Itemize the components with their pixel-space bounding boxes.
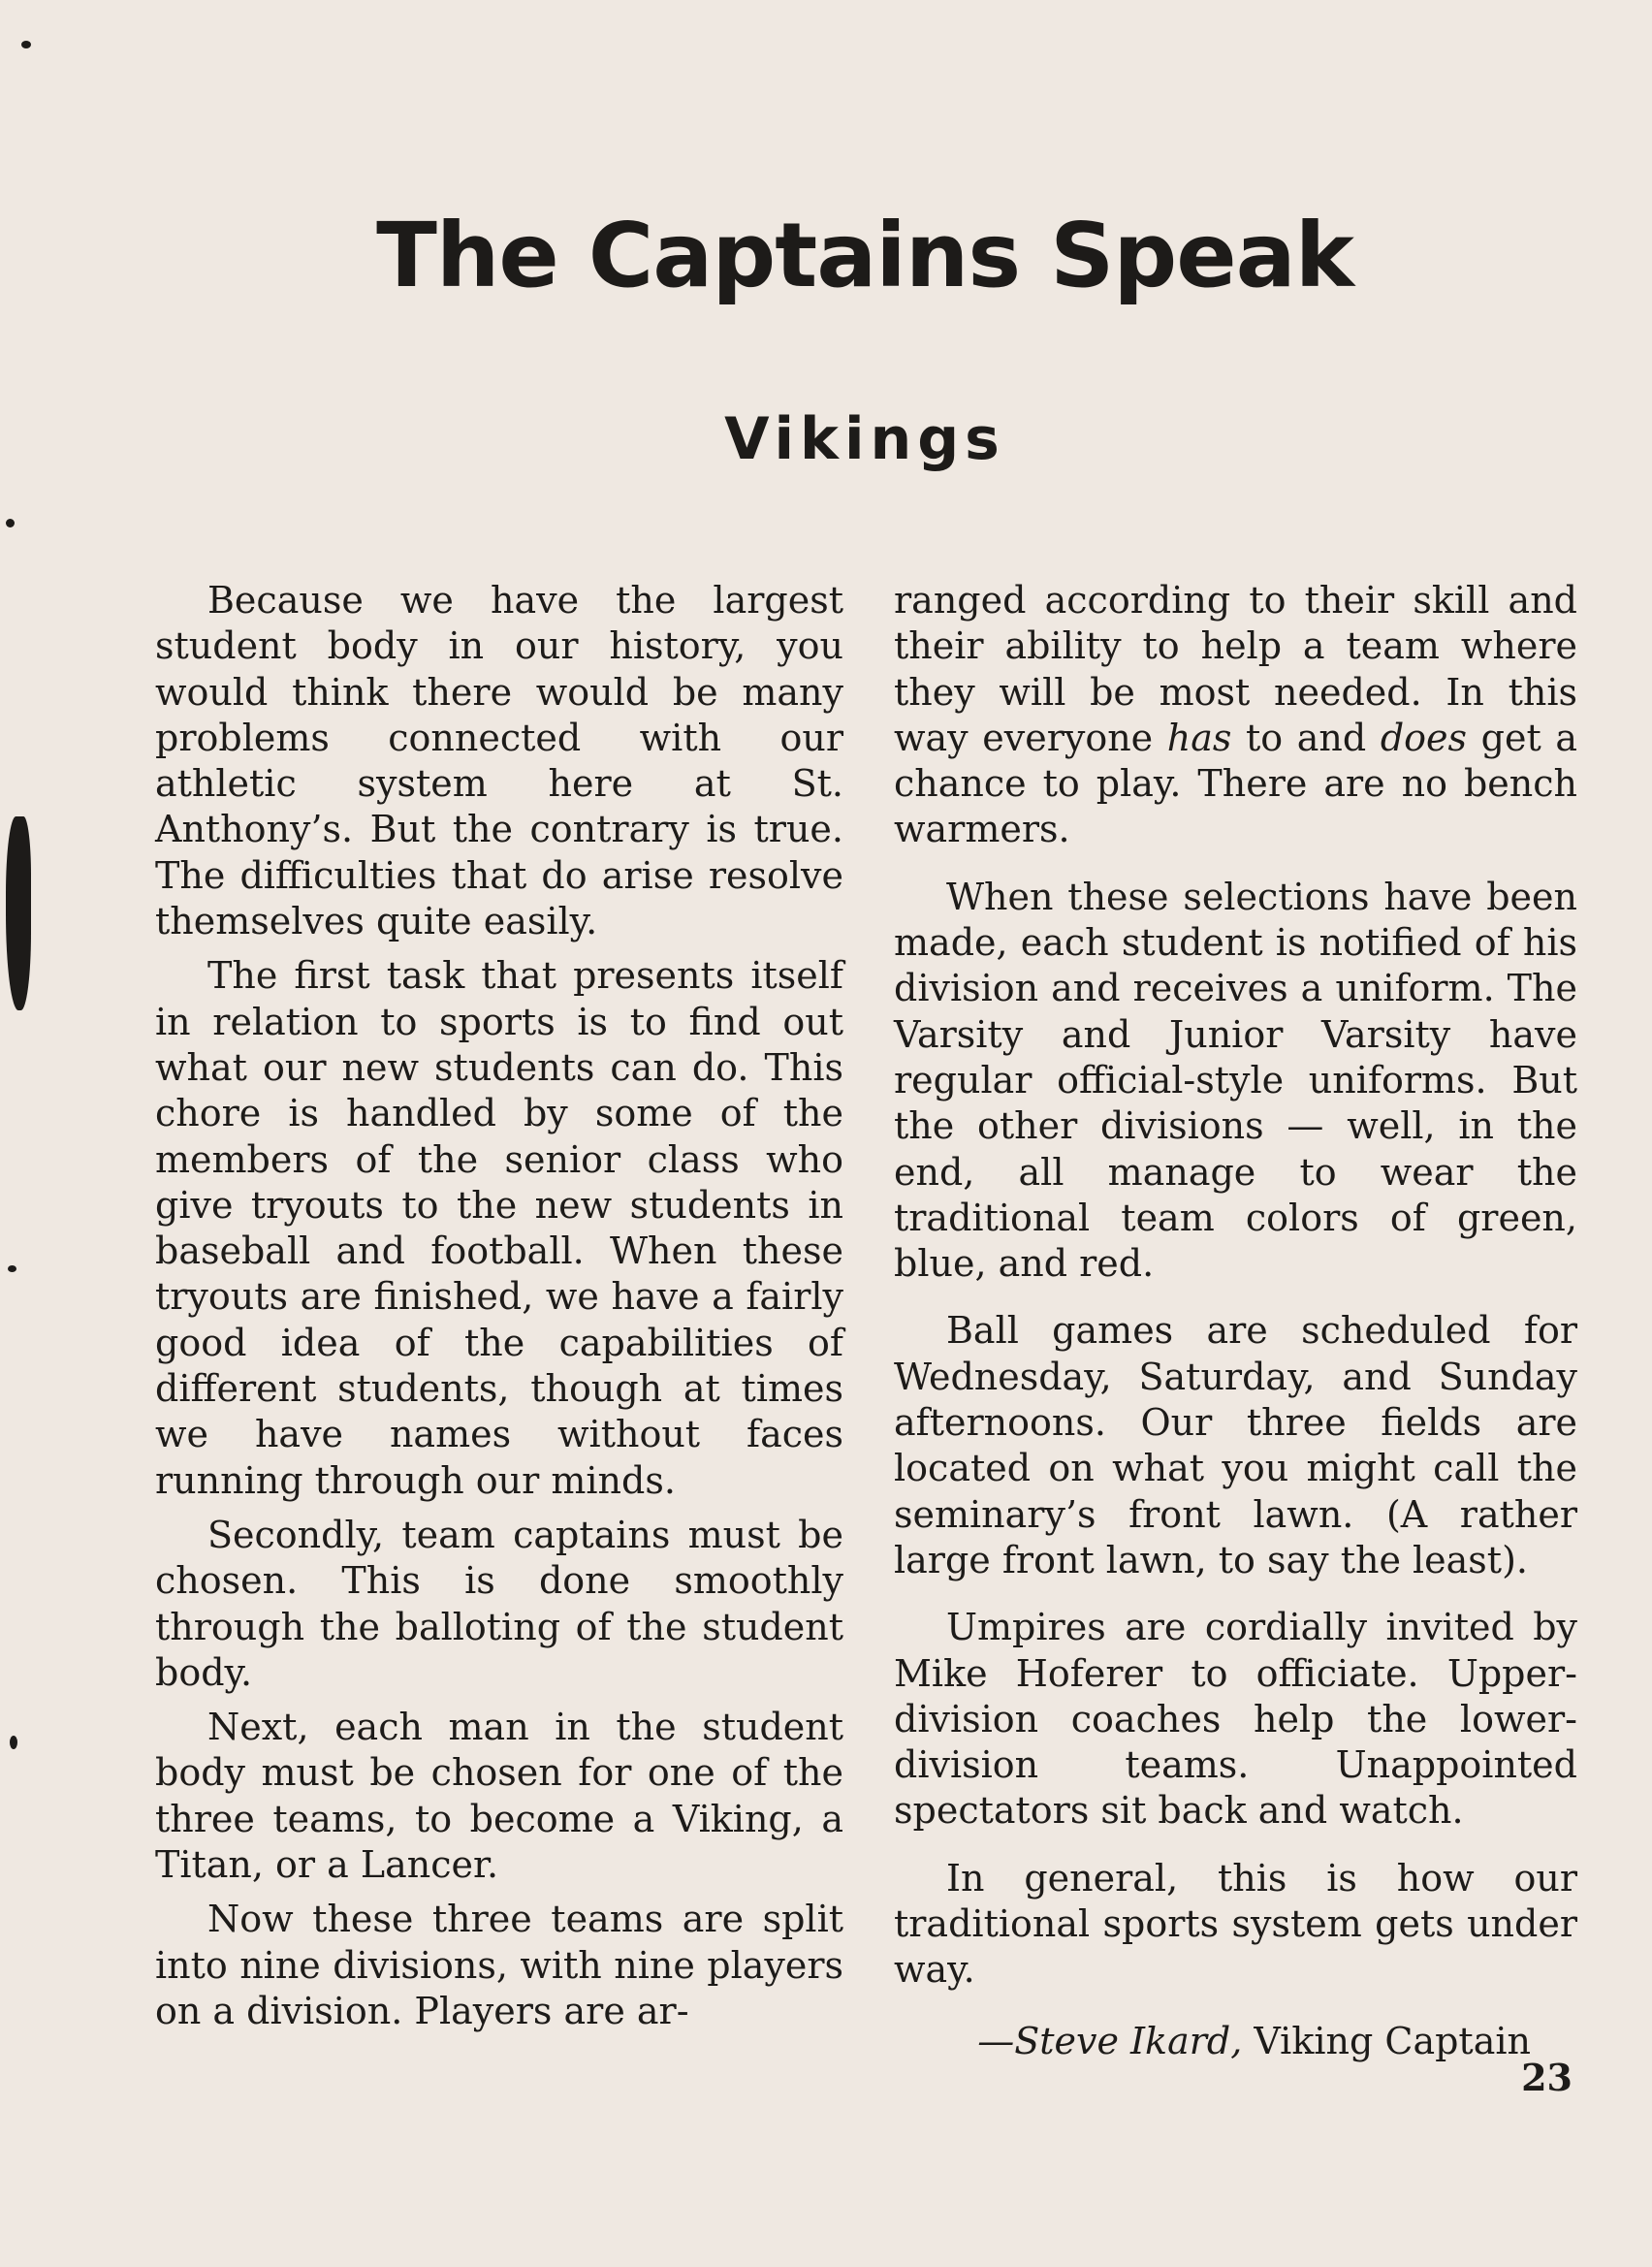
paragraph: Umpires are cordially invited by Mike Hoferer to officiate. Upper-division coaches help the lower-division teams. Unappointed spectators sit back and watch. [894, 1606, 1577, 1833]
left-column [155, 578, 843, 2043]
signature-role: Viking Captain [1242, 2019, 1531, 2062]
page-speck [10, 1736, 17, 1749]
signature [894, 2019, 1577, 2064]
paragraph: Next, each man in the student body must be chosen for one of the three teams, to become a Viking, a Titan, or a Lancer. [155, 1706, 843, 1887]
emphasis-has: has [1166, 716, 1232, 759]
page-number: 23 [1521, 2056, 1573, 2099]
continued-paragraph [894, 578, 1577, 853]
page-speck [8, 1265, 16, 1272]
paragraph-text: get a chance to play. There are no bench warmers. [894, 716, 1577, 851]
paragraph: Because we have the largest student body in our history, you would think there would be many problems connected with our athletic system here at St. Anthony’s. But the contrary is true. The difficulties that do arise resolve themselves quite easily. [155, 579, 843, 943]
paragraph-text: ranged according to their skill and their ability to help a team where they will be most needed. In this way everyone [894, 579, 1577, 759]
paragraph: In general, this is how our traditional sports system gets under way. [894, 1856, 1577, 1992]
page-blot [6, 816, 31, 1010]
paragraph: Secondly, team captains must be chosen. This is done smoothly through the balloting of the student body. [155, 1513, 843, 1694]
page-speck [21, 41, 31, 48]
paragraph: Ball games are scheduled for Wednesday, Saturday, and Sunday afternoons. Our three fields are located on what you might call the seminary’s front lawn. (A rather large front lawn, to say the least). [894, 1309, 1577, 1581]
page-speck [6, 519, 15, 527]
paragraph: The first task that presents itself in relation to sports is to find out what our new students can do. This chore is handled by some of the members of the senior class who give tryouts to the new students in baseball and football. When these tryouts are finished, we have a fairly good idea of the capabilities of different students, though at times we have names without faces running through our minds. [155, 954, 843, 1502]
paragraph: Now these three teams are split into nine divisions, with nine players on a division. Players are ar- [155, 1898, 843, 2032]
article-subtitle: Vikings [724, 405, 1005, 473]
right-column [894, 578, 1577, 2086]
signature-name: —Steve Ikard, [977, 2019, 1243, 2062]
emphasis-does: does [1380, 716, 1468, 759]
paragraph: When these selections have been made, each student is notified of his division and receives a uniform. The Varsity and Junior Varsity have regular official-style uniforms. But the other divisions — well, in the end, all manage to wear the traditional team colors of green, blue, and red. [894, 875, 1577, 1286]
paragraph-text: to and [1231, 716, 1381, 759]
article-title: The Captains Speak [376, 204, 1353, 307]
